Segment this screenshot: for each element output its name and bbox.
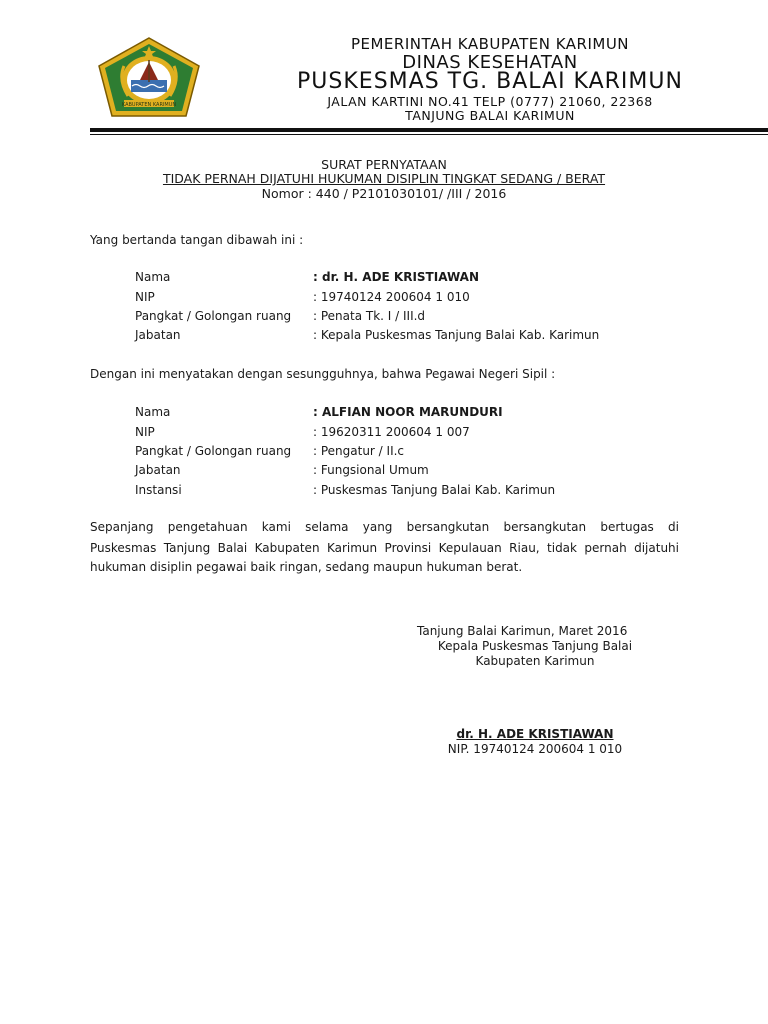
signer-nip-label: NIP: [135, 290, 155, 304]
letterhead-department: DINAS KESEHATAN: [402, 52, 578, 73]
employee-position-label: Jabatan: [135, 463, 181, 477]
signature-place-date: Tanjung Balai Karimun, Maret 2016: [417, 624, 628, 638]
employee-name-label: Nama: [135, 405, 171, 419]
letterhead-divider-thin: [90, 134, 768, 135]
employee-rank-label: Pangkat / Golongan ruang: [135, 444, 292, 458]
signer-name-value: : dr. H. ADE KRISTIAWAN: [313, 270, 479, 284]
employee-nip-label: NIP: [135, 425, 155, 439]
intro-text: Yang bertanda tangan dibawah ini :: [90, 233, 304, 247]
statement-text: Dengan ini menyatakan dengan sesungguhnya, bahwa Pegawai Negeri Sipil :: [90, 367, 556, 381]
document-subject: TIDAK PERNAH DIJATUHI HUKUMAN DISIPLIN TINGKAT SEDANG / BERAT: [162, 171, 606, 186]
employee-name-value: : ALFIAN NOOR MARUNDURI: [313, 405, 503, 419]
signer-nip-value: : 19740124 200604 1 010: [313, 290, 470, 304]
letterhead-institution: PUSKESMAS TG. BALAI KARIMUN: [297, 69, 683, 94]
letterhead-address: JALAN KARTINI NO.41 TELP (0777) 21060, 22368: [327, 94, 653, 109]
signature-position-2: Kabupaten Karimun: [475, 654, 595, 668]
signer-rank-value: : Penata Tk. I / III.d: [313, 309, 426, 323]
signature-name: dr. H. ADE KRISTIAWAN: [456, 727, 614, 741]
employee-rank-value: : Pengatur / II.c: [313, 444, 405, 458]
employee-agency-value: : Puskesmas Tanjung Balai Kab. Karimun: [313, 483, 556, 497]
employee-position-value: : Fungsional Umum: [313, 463, 429, 477]
closing-line-2: Puskesmas Tanjung Balai Kabupaten Karimun Provinsi Kepulauan Riau, tidak pernah dijatuhi: [90, 541, 679, 555]
letterhead-divider-thick: [90, 128, 768, 132]
kabupaten-karimun-logo: [96, 36, 202, 118]
employee-nip-value: : 19620311 200604 1 007: [313, 425, 470, 439]
signer-rank-label: Pangkat / Golongan ruang: [135, 309, 292, 323]
closing-line-1: Sepanjang pengetahuan kami selama yang bersangkutan bersangkutan bertugas di: [90, 520, 679, 534]
signer-position-value: : Kepala Puskesmas Tanjung Balai Kab. Karimun: [313, 328, 600, 342]
employee-agency-label: Instansi: [135, 483, 182, 497]
signer-name-label: Nama: [135, 270, 171, 284]
logo-caption: KABUPATEN KARIMUN: [121, 102, 177, 108]
signature-position-1: Kepala Puskesmas Tanjung Balai: [437, 639, 633, 653]
signature-nip: NIP. 19740124 200604 1 010: [447, 742, 623, 756]
closing-line-3: hukuman disiplin pegawai baik ringan, sedang maupun hukuman berat.: [90, 560, 523, 574]
letterhead-government: PEMERINTAH KABUPATEN KARIMUN: [350, 35, 630, 53]
document-number: Nomor : 440 / P2101030101/ /III / 2016: [261, 186, 507, 201]
letterhead-city: TANJUNG BALAI KARIMUN: [405, 108, 575, 123]
signer-position-label: Jabatan: [135, 328, 181, 342]
document-heading: SURAT PERNYATAAN: [321, 157, 447, 172]
